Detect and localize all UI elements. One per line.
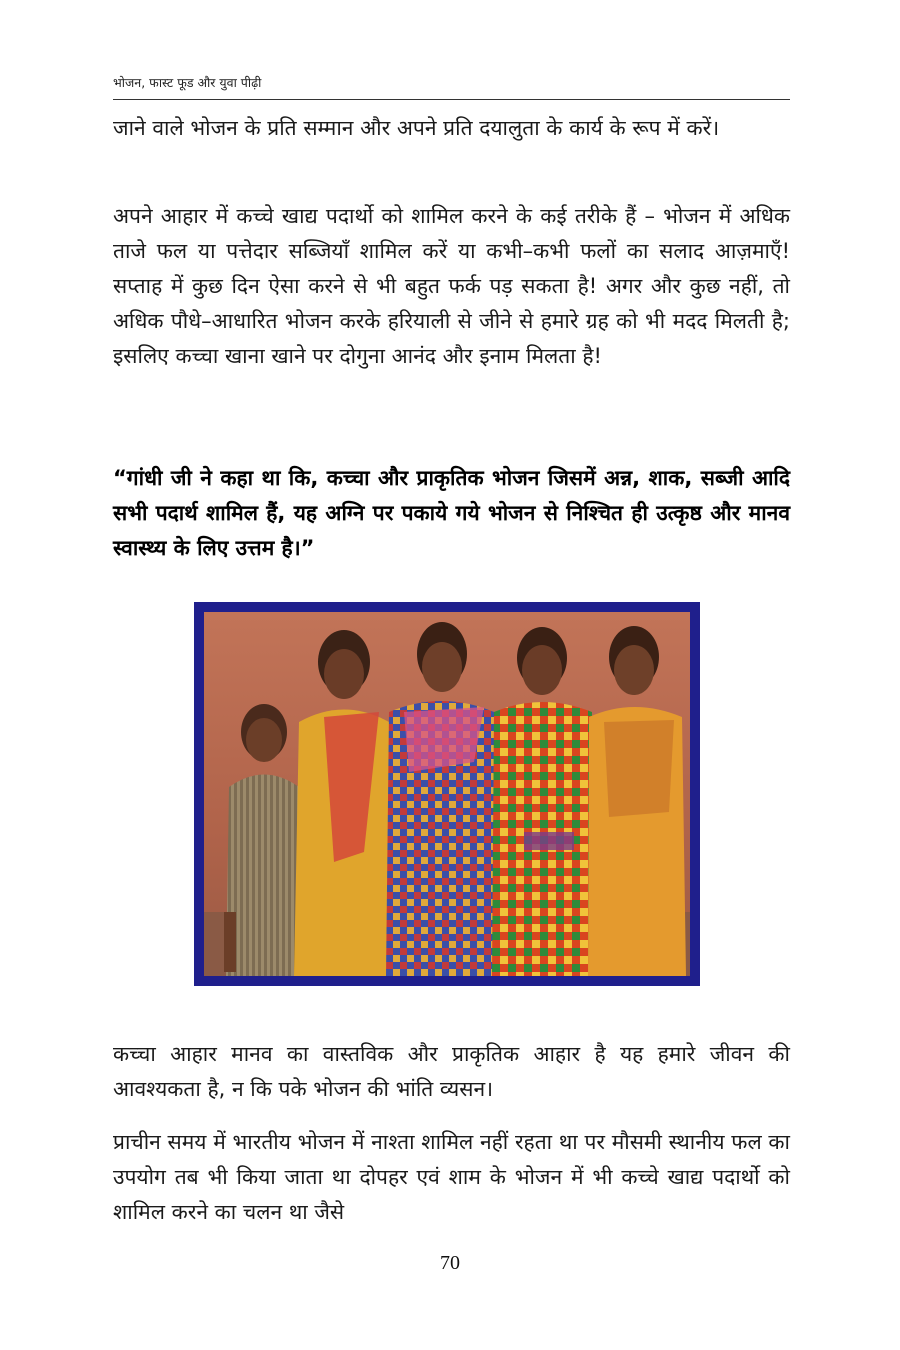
running-title: भोजन, फास्ट फूड और युवा पीढ़ी <box>113 75 262 90</box>
paragraph-ancient-times: प्राचीन समय में भारतीय भोजन में नाश्ता शामिल नहीं रहता था पर मौसमी स्थानीय फल का उपयोग तब भी किया जाता था दोपहर एवं शाम के भोजन में भी कच्चे खाद्य पदार्थो को शामिल करने का चलन था जैसे <box>113 1130 790 1224</box>
paragraph-intro-continuation: जाने वाले भोजन के प्रति सम्मान और अपने प्रति दयालुता के कार्य के रूप में करें। <box>113 116 720 140</box>
running-header <box>113 74 790 100</box>
photo-five-girls-in-sarees <box>194 602 700 986</box>
paragraph-raw-food-ways: अपने आहार में कच्चे खाद्य पदार्थो को शामिल करने के कई तरीके हैं – भोजन में अधिक ताजे फल या पत्तेदार सब्जियाँ शामिल करें या कभी–कभी फलों का सलाद आज़माएँ! सप्ताह में कुछ दिन ऐसा करने से भी बहुत फर्क पड़ सकता है! अगर और कुछ नहीं, तो अधिक पौधे–आधारित भोजन करके हरियाली से जीने से हमारे ग्रह को भी मदद मिलती है; इसलिए कच्चा खाना खाने पर दोगुना आनंद और इनाम मिलता है! <box>113 204 790 368</box>
gandhi-quote: “गांधी जी ने कहा था कि, कच्चा और प्राकृतिक भोजन जिसमें अन्न, शाक, सब्जी आदि सभी पदार्थ शामिल हैं, यह अग्नि पर पकाये गये भोजन से निश्चित ही उत्कृष्ठ और मानव स्वास्थ्य के लिए उत्तम है।” <box>113 466 790 560</box>
paragraph-raw-diet-natural: कच्चा आहार मानव का वास्तविक और प्राकृतिक आहार है यह हमारे जीवन की आवश्यकता है, न कि पके भोजन की भांति व्यसन। <box>113 1042 790 1101</box>
page-number: 70 <box>440 1252 460 1274</box>
photo-illustration <box>204 612 690 976</box>
